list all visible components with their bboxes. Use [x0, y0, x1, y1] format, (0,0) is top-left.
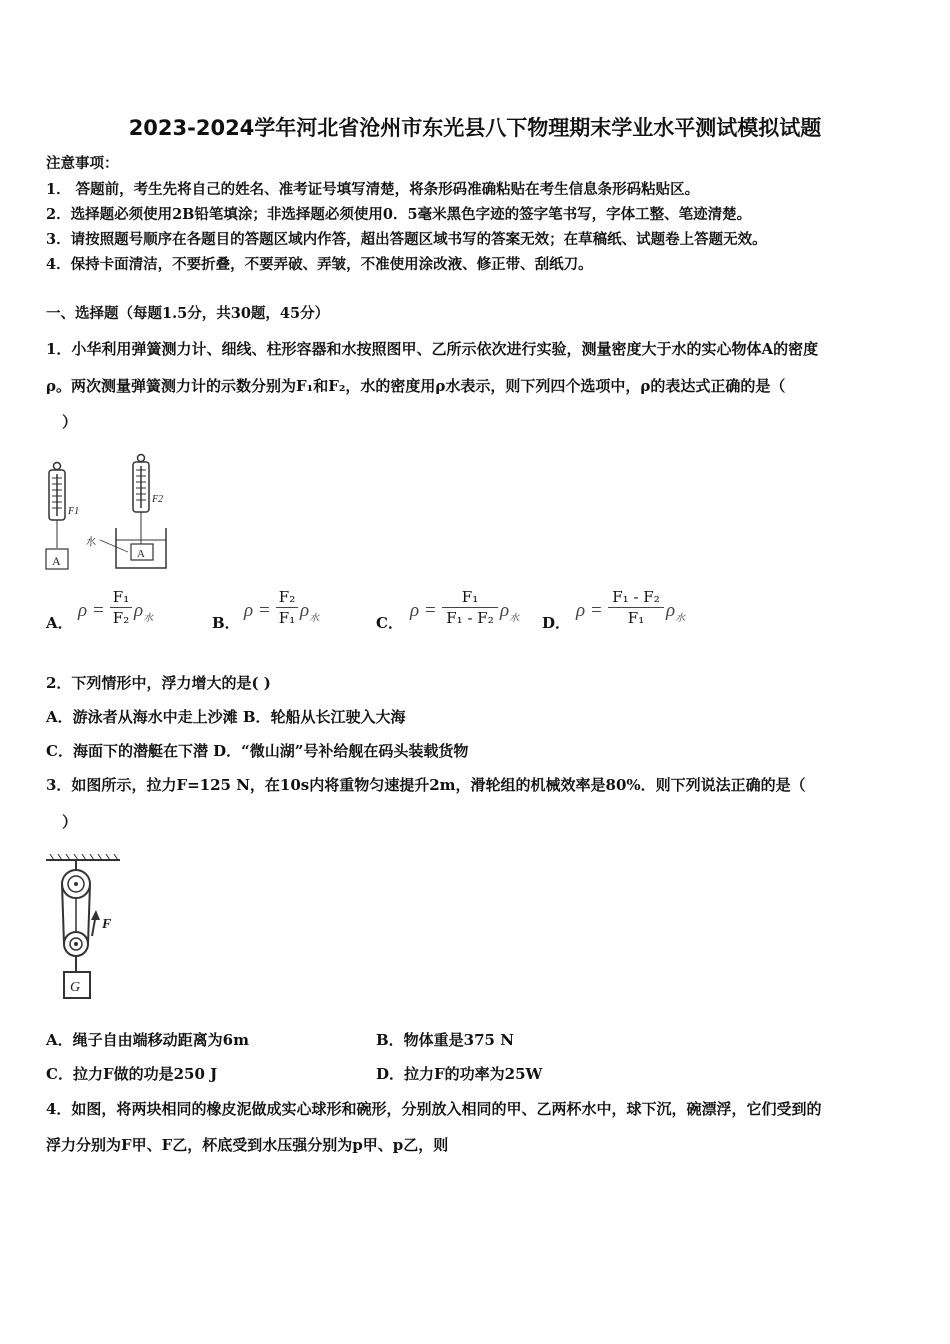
q1-option-c-formula: ρ = F₁ F₁ - F₂ $\rho_水$: [410, 588, 520, 627]
q3-option-b: B．物体重是375 N: [376, 1031, 514, 1049]
q1-stem-line3: ）: [62, 413, 78, 431]
q1-label-a: A: [52, 554, 61, 568]
q1-option-d-formula: ρ = F₁ - F₂ F₁ $\rho_水$: [576, 588, 686, 627]
q1-option-c-label: C．: [376, 614, 403, 632]
notice-item: 4．保持卡面清洁，不要折叠，不要弄破、弄皱，不准使用涂改液、修正带、刮纸刀。: [46, 256, 593, 273]
q3-pulley-figure: [44, 852, 134, 1004]
svg-text:A: A: [137, 548, 145, 560]
notice-heading: 注意事项：: [46, 155, 119, 172]
q1-spring-scale-figure: [40, 448, 180, 578]
q3-option-a: A．绳子自由端移动距离为6m: [46, 1031, 249, 1049]
q1-stem-line1: 1．小华利用弹簧测力计、细线、柱形容器和水按照图甲、乙所示依次进行实验，测量密度大于水的实心物体A的密度: [46, 340, 819, 358]
q2-options-row1: A．游泳者从海水中走上沙滩 B．轮船从长江驶入大海: [46, 708, 406, 726]
q1-option-a-formula: ρ = F₁ F₂ $\rho_水$: [78, 588, 154, 627]
q3-stem-line1: 3．如图所示，拉力F=125 N，在10s内将重物匀速提升2m，滑轮组的机械效率是80%．则下列说法正确的是（: [46, 776, 806, 794]
q3-option-c: C．拉力F做的功是250 J: [46, 1065, 218, 1083]
q3-label-g: G: [70, 980, 81, 995]
q4-stem-line1: 4．如图，将两块相同的橡皮泥做成实心球形和碗形，分别放入相同的甲、乙两杯水中，球下沉，碗漂浮，它们受到的: [46, 1100, 822, 1118]
notice-item: 2．选择题必须使用2B铅笔填涂；非选择题必须使用0．5毫米黑色字迹的签字笔书写，字体工整、笔迹清楚。: [46, 206, 752, 223]
q1-label-f1: F1: [68, 506, 80, 517]
page-title: 2023-2024学年河北省沧州市东光县八下物理期末学业水平测试模拟试题: [128, 116, 822, 140]
q1-label-water: 水: [86, 537, 96, 548]
q3-label-f: F: [102, 917, 112, 932]
q1-option-d-label: D．: [542, 614, 571, 632]
notice-item: 3．请按照题号顺序在各题目的答题区域内作答，超出答题区域书写的答案无效；在草稿纸、试题卷上答题无效。: [46, 231, 767, 248]
q1-label-f2: F2: [152, 494, 164, 505]
notice-item: 1． 答题前，考生先将自己的姓名、准考证号填写清楚，将条形码准确粘贴在考生信息条形码粘贴区。: [46, 181, 700, 198]
q2-options-row2: C．海面下的潜艇在下潜 D．“微山湖”号补给舰在码头装载货物: [46, 742, 469, 760]
q3-option-d: D．拉力F的功率为25W: [376, 1065, 543, 1083]
q1-option-a-label: A．: [46, 614, 73, 632]
q1-option-b-label: B．: [212, 614, 240, 632]
q4-stem-line2: 浮力分别为F甲、F乙，杯底受到水压强分别为p甲、p乙，则: [46, 1136, 449, 1154]
section-heading: 一、选择题（每题1.5分，共30题，45分）: [46, 305, 330, 322]
q3-stem-line2: ）: [62, 813, 78, 831]
q1-option-b-formula: ρ = F₂ F₁ $\rho_水$: [244, 588, 320, 627]
q2-stem: 2．下列情形中，浮力增大的是( ): [46, 674, 271, 692]
q1-stem-line2: ρ。两次测量弹簧测力计的示数分别为F₁和F₂，水的密度用ρ水表示，则下列四个选项中，ρ的表达式正确的是（: [46, 377, 786, 395]
